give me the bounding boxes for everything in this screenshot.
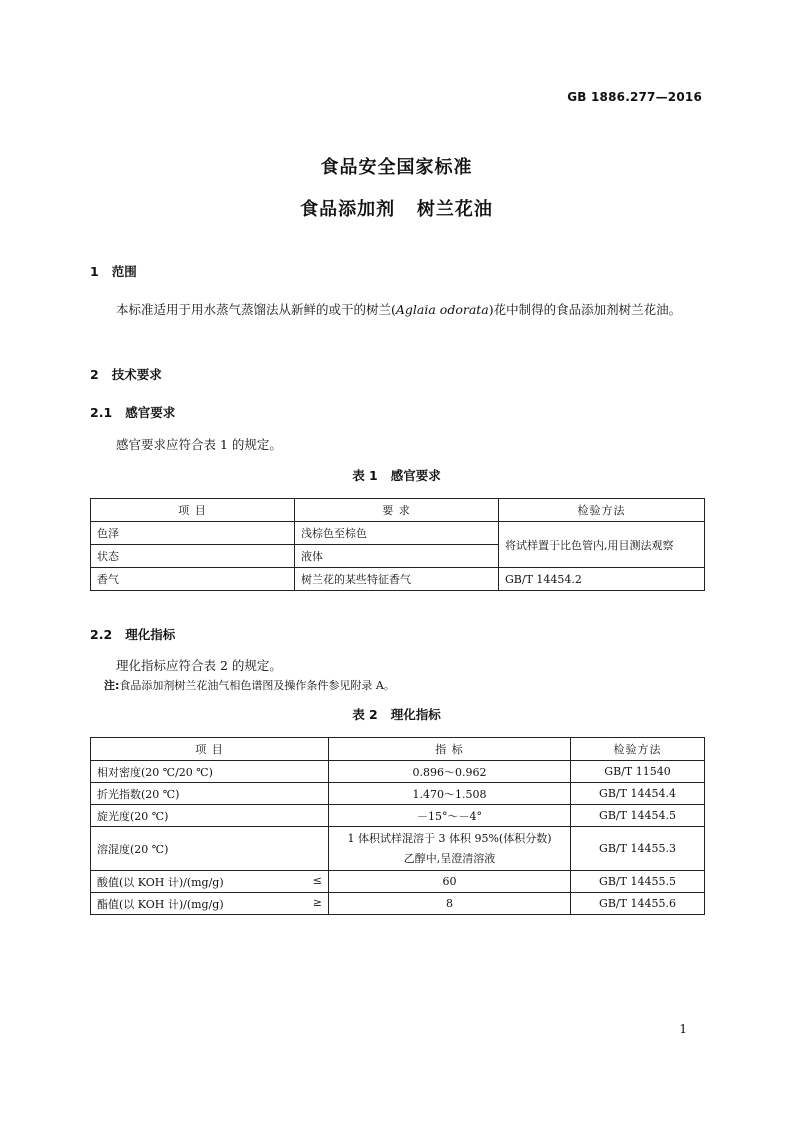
item-cell <box>91 871 329 893</box>
requirement-cell: 液体 <box>295 545 499 568</box>
item-cell: 旋光度(20 ℃) <box>91 805 329 827</box>
table-1-caption: 表 1 感官要求 <box>352 468 441 483</box>
column-header: 指 标 <box>329 738 571 761</box>
method-cell: GB/T 14455.5 <box>571 871 705 893</box>
item-cell: 折光指数(20 ℃) <box>91 783 329 805</box>
item-label: 酯值(以 KOH 计)/(mg/g) <box>97 897 224 911</box>
section-2-2-heading: 2.2 理化指标 <box>90 627 176 642</box>
document-subtitle: 食品添加剂 树兰花油 <box>300 199 493 220</box>
table-physicochemical-indicators <box>90 737 705 915</box>
value-line: 乙醇中,呈澄清溶液 <box>403 851 496 865</box>
section-1-paragraph <box>90 298 704 322</box>
method-cell: GB/T 14454.5 <box>571 805 705 827</box>
table-row <box>91 871 705 893</box>
item-cell: 香气 <box>91 568 295 591</box>
comparison-symbol: ≥ <box>312 895 322 909</box>
value-cell: －15°～－4° <box>329 805 571 827</box>
column-header: 检验方法 <box>499 499 705 522</box>
value-cell: 8 <box>329 893 571 915</box>
table-sensory-requirements <box>90 498 705 591</box>
item-cell: 相对密度(20 ℃/20 ℃) <box>91 761 329 783</box>
method-cell: GB/T 11540 <box>571 761 705 783</box>
requirement-cell: 浅棕色至棕色 <box>295 522 499 545</box>
standard-code: GB 1886.277—2016 <box>567 90 702 104</box>
table-row <box>91 805 705 827</box>
column-header: 项 目 <box>91 499 295 522</box>
column-header: 项 目 <box>91 738 329 761</box>
item-cell: 色泽 <box>91 522 295 545</box>
value-cell: 0.896～0.962 <box>329 761 571 783</box>
table-row <box>91 522 705 545</box>
value-cell: 1.470～1.508 <box>329 783 571 805</box>
table-row <box>91 761 705 783</box>
page-number: 1 <box>679 1022 687 1036</box>
document-title: 食品安全国家标准 <box>320 157 473 178</box>
value-cell <box>329 827 571 871</box>
table-header-row <box>91 499 705 522</box>
section-2-2-text: 理化指标应符合表 2 的规定。 <box>116 658 282 673</box>
section-2-heading: 2 技术要求 <box>90 367 162 382</box>
value-line: 1 体积试样混溶于 3 体积 95%(体积分数) <box>347 831 552 845</box>
comparison-symbol: ≤ <box>312 873 322 887</box>
table-header-row <box>91 738 705 761</box>
section-1-heading: 1 范围 <box>90 264 137 279</box>
method-cell: GB/T 14455.3 <box>571 827 705 871</box>
section-2-1-heading: 2.1 感官要求 <box>90 405 176 420</box>
method-cell: GB/T 14455.6 <box>571 893 705 915</box>
note <box>104 677 395 693</box>
requirement-cell: 树兰花的某些特征香气 <box>295 568 499 591</box>
table-row <box>91 568 705 591</box>
note-text: 食品添加剂树兰花油气相色谱图及操作条件参见附录 A。 <box>119 679 395 692</box>
note-label: 注: <box>104 679 120 692</box>
item-cell <box>91 893 329 915</box>
column-header: 检验方法 <box>571 738 705 761</box>
scope-text-pre: 本标准适用于用水蒸气蒸馏法从新鲜的或干的树兰( <box>116 302 396 317</box>
item-label: 酸值(以 KOH 计)/(mg/g) <box>97 875 224 889</box>
section-2-1-text: 感官要求应符合表 1 的规定。 <box>116 437 282 452</box>
column-header: 要 求 <box>295 499 499 522</box>
table-row <box>91 827 705 871</box>
method-cell: GB/T 14454.2 <box>499 568 705 591</box>
latin-species-name: Aglaia odorata <box>395 302 489 317</box>
item-cell: 状态 <box>91 545 295 568</box>
table-row <box>91 893 705 915</box>
scope-text-post: )花中制得的食品添加剂树兰花油。 <box>488 302 682 317</box>
value-cell: 60 <box>329 871 571 893</box>
method-cell: 将试样置于比色管内,用目测法观察 <box>499 522 705 568</box>
item-cell: 溶混度(20 ℃) <box>91 827 329 871</box>
method-cell: GB/T 14454.4 <box>571 783 705 805</box>
table-row <box>91 783 705 805</box>
table-2-caption: 表 2 理化指标 <box>352 707 441 722</box>
